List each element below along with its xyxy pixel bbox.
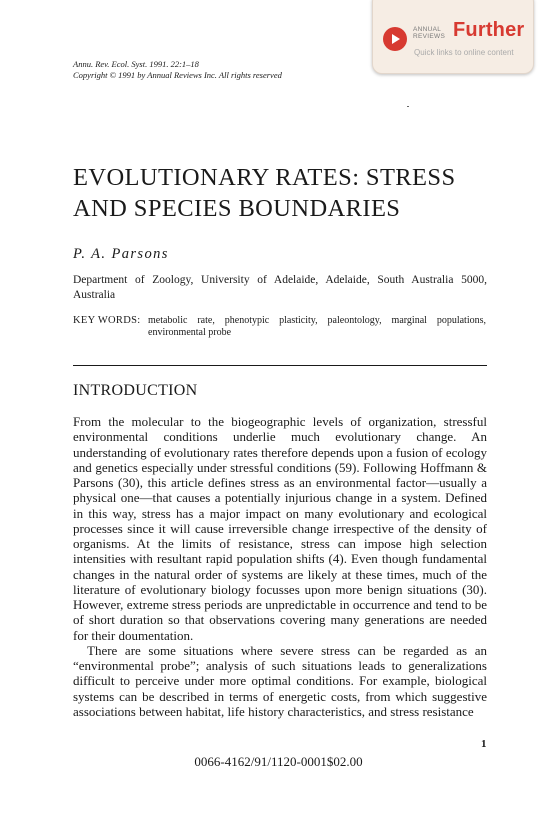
section-divider (73, 365, 487, 366)
further-badge[interactable] (372, 0, 534, 74)
body-paragraph-2: There are some situations where severe stress can be regarded as an “environmental probe”; analysis of such situations leads to generalizations difficult to perceive under more optimal conditions. For example, biological systems can be described in terms of energetic costs, from which suggestive associations between habitat, life history characteristics, and stress resistance (73, 642, 487, 719)
play-icon (383, 27, 407, 51)
article-code: 0066-4162/91/1120-0001$02.00 (194, 754, 363, 769)
author-affiliation: Department of Zoology, University of Adelaide, Adelaide, South Australia 5000, Australia (73, 274, 487, 301)
keywords-list: metabolic rate, phenotypic plasticity, paleontology, marginal populations, environmental probe (148, 315, 486, 338)
further-tagline: Quick links to online content (414, 48, 514, 57)
body-paragraph-1: From the molecular to the biogeographic levels of organization, stressful environmental conditions underlie much evolutionary change. An understanding of evolutionary rates therefore depends upon a fusion of ecology and genetics especially under stressful conditions (59). Following Hoffmann & Parsons (30), this article defines stress as an environmental factor—usually a physical one—that causes a potentially injurious change in a system. Defined in this way, stress has a major impact on many evolutionary and ecological processes since it will cause irreversible change irrespective of the density of organisms. At the limits of resistance, stress can impose high selection intensities with resultant rapid population shifts (4). Even though fundamental changes in the natural order of systems are likely at these times, much of the literature of evolutionary biology focusses upon more benign situations (30). However, extreme stress periods are unpredictable in occurrence and tend to be of short duration so that observations covering many generations are needed for their doumentation. (73, 414, 487, 643)
further-word: Further (453, 19, 525, 41)
section-heading: INTRODUCTION (73, 382, 198, 399)
brand-line2: REVIEWS (413, 33, 446, 40)
article-body (73, 414, 487, 719)
article-title (73, 162, 455, 224)
author-name: P. A. Parsons (73, 246, 169, 262)
title-line2: AND SPECIES BOUNDARIES (73, 195, 401, 222)
journal-header (73, 59, 282, 81)
keywords-label: KEY WORDS: (73, 315, 141, 326)
brand-line1: ANNUAL (413, 26, 442, 33)
title-line1: EVOLUTIONARY RATES: STRESS (73, 164, 456, 191)
annual-reviews-logo (413, 26, 453, 40)
scan-speck (407, 106, 409, 107)
journal-copyright: Copyright © 1991 by Annual Reviews Inc. All rights reserved (73, 70, 282, 80)
page-number: 1 (481, 738, 487, 750)
journal-citation: Annu. Rev. Ecol. Syst. 1991. 22:1–18 (73, 59, 199, 69)
